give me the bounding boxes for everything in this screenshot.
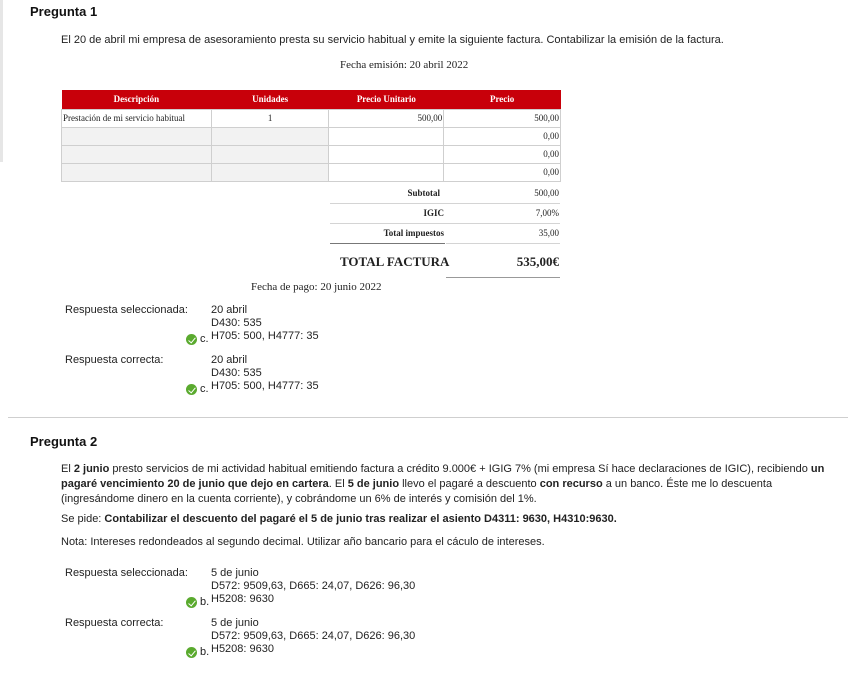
cell-descripcion: [62, 163, 212, 181]
table-row: [62, 127, 561, 145]
table-row: [62, 145, 561, 163]
answer-line: D572: 9509,63, D665: 24,07, D626: 96,30: [211, 630, 416, 642]
invoice-payment-date: Fecha de pago: 20 junio 2022: [251, 281, 382, 293]
cell-unidades: [211, 127, 329, 145]
igic-label: IGIC: [423, 208, 444, 218]
cell-precio: 0,00: [444, 163, 561, 181]
answer-line: 20 abril: [211, 354, 248, 366]
cell-precio: 0,00: [444, 145, 561, 163]
check-circle-icon: [186, 334, 197, 345]
cell-precio: 0,00: [444, 127, 561, 145]
cell-unidades: [211, 163, 329, 181]
correct-answer: [211, 617, 415, 656]
total-impuestos-value: 35,00: [538, 228, 559, 238]
cell-descripcion: [62, 145, 212, 163]
invoice-table: [61, 90, 561, 182]
answer-option-letter: b.: [200, 596, 210, 608]
answer-line: H5208: 9630: [211, 593, 274, 605]
summary-divider: [330, 223, 560, 224]
answer-line: 5 de junio: [211, 617, 259, 629]
question-1-statement: El 20 de abril mi empresa de asesoramiento presta su servicio habitual y emite la siguiente factura. Contabilizar la emisión de la factura.: [61, 34, 724, 46]
header-descripcion: Descripción: [62, 90, 212, 109]
invoice-issue-date: Fecha emisión: 20 abril 2022: [340, 59, 469, 71]
cell-unidades: [211, 145, 329, 163]
subtotal-value: 500,00: [534, 188, 559, 198]
panel-edge: [0, 0, 3, 162]
answer-line: H705: 500, H4777: 35: [211, 380, 319, 392]
correct-answer-label: Respuesta correcta:: [65, 617, 164, 629]
cell-precio-unitario: [329, 145, 444, 163]
invoice-header-row: [62, 90, 561, 109]
selected-answer-label: Respuesta seleccionada:: [65, 304, 188, 316]
correct-answer: [211, 354, 319, 393]
summary-divider: [330, 203, 560, 204]
answer-line: 20 abril: [211, 304, 248, 316]
summary-divider: [330, 243, 445, 244]
answer-line: H705: 500, H4777: 35: [211, 330, 319, 342]
answer-line: H5208: 9630: [211, 643, 274, 655]
header-precio-unitario: Precio Unitario: [329, 90, 444, 109]
cell-precio: 500,00: [444, 109, 561, 127]
subtotal-label: Subtotal: [407, 188, 440, 198]
total-factura-value: 535,00€: [516, 254, 559, 269]
cell-precio-unitario: [329, 127, 444, 145]
header-unidades: Unidades: [211, 90, 329, 109]
question-divider: [8, 417, 848, 418]
answer-option-letter: b.: [200, 646, 210, 658]
question-2-statement: El 2 junio presto servicios de mi actividad habitual emitiendo factura a crédito 9.000€ + IGIG 7% (mi empresa Sí hace declaraciones de IGIC), recibiendo un pagaré vencimiento 20 de junio que dejo en cartera. El 5 de junio llevo el pagaré a descuento con recurso a un banco. Éste me lo descuenta (ingresándome dinero en la cuenta corriente), y cobrándome un 6% de interés y comisión del 1%.: [61, 463, 825, 505]
cell-precio-unitario: 500,00: [329, 109, 444, 127]
selected-answer: [211, 567, 415, 606]
table-row: [62, 163, 561, 181]
answer-line: D572: 9509,63, D665: 24,07, D626: 96,30: [211, 580, 416, 592]
question-2-title: Pregunta 2: [30, 434, 98, 449]
question-1-title: Pregunta 1: [30, 4, 98, 19]
cell-descripcion: Prestación de mi servicio habitual: [62, 109, 212, 127]
check-circle-icon: [186, 647, 197, 658]
cell-precio-unitario: [329, 163, 444, 181]
table-row: [62, 109, 561, 127]
total-factura-label: TOTAL FACTURA: [340, 254, 450, 269]
answer-option-letter: c.: [200, 383, 209, 395]
cell-unidades: 1: [211, 109, 329, 127]
igic-value: 7,00%: [535, 208, 559, 218]
answer-option-letter: c.: [200, 333, 209, 345]
question-2-task: Se pide: Contabilizar el descuento del pagaré el 5 de junio tras realizar el asiento D4311: 9630, H4310:9630.: [61, 513, 617, 525]
cell-descripcion: [62, 127, 212, 145]
total-underline: [446, 277, 560, 278]
selected-answer-label: Respuesta seleccionada:: [65, 567, 188, 579]
summary-divider: [446, 243, 560, 244]
question-2-note: Nota: Intereses redondeados al segundo decimal. Utilizar año bancario para el cáculo de intereses.: [61, 536, 545, 548]
check-circle-icon: [186, 597, 197, 608]
answer-line: D430: 535: [211, 367, 262, 379]
check-circle-icon: [186, 384, 197, 395]
header-precio: Precio: [444, 90, 561, 109]
selected-answer: [211, 304, 319, 343]
answer-line: 5 de junio: [211, 567, 259, 579]
correct-answer-label: Respuesta correcta:: [65, 354, 164, 366]
answer-line: D430: 535: [211, 317, 262, 329]
total-impuestos-label: Total impuestos: [383, 228, 444, 238]
